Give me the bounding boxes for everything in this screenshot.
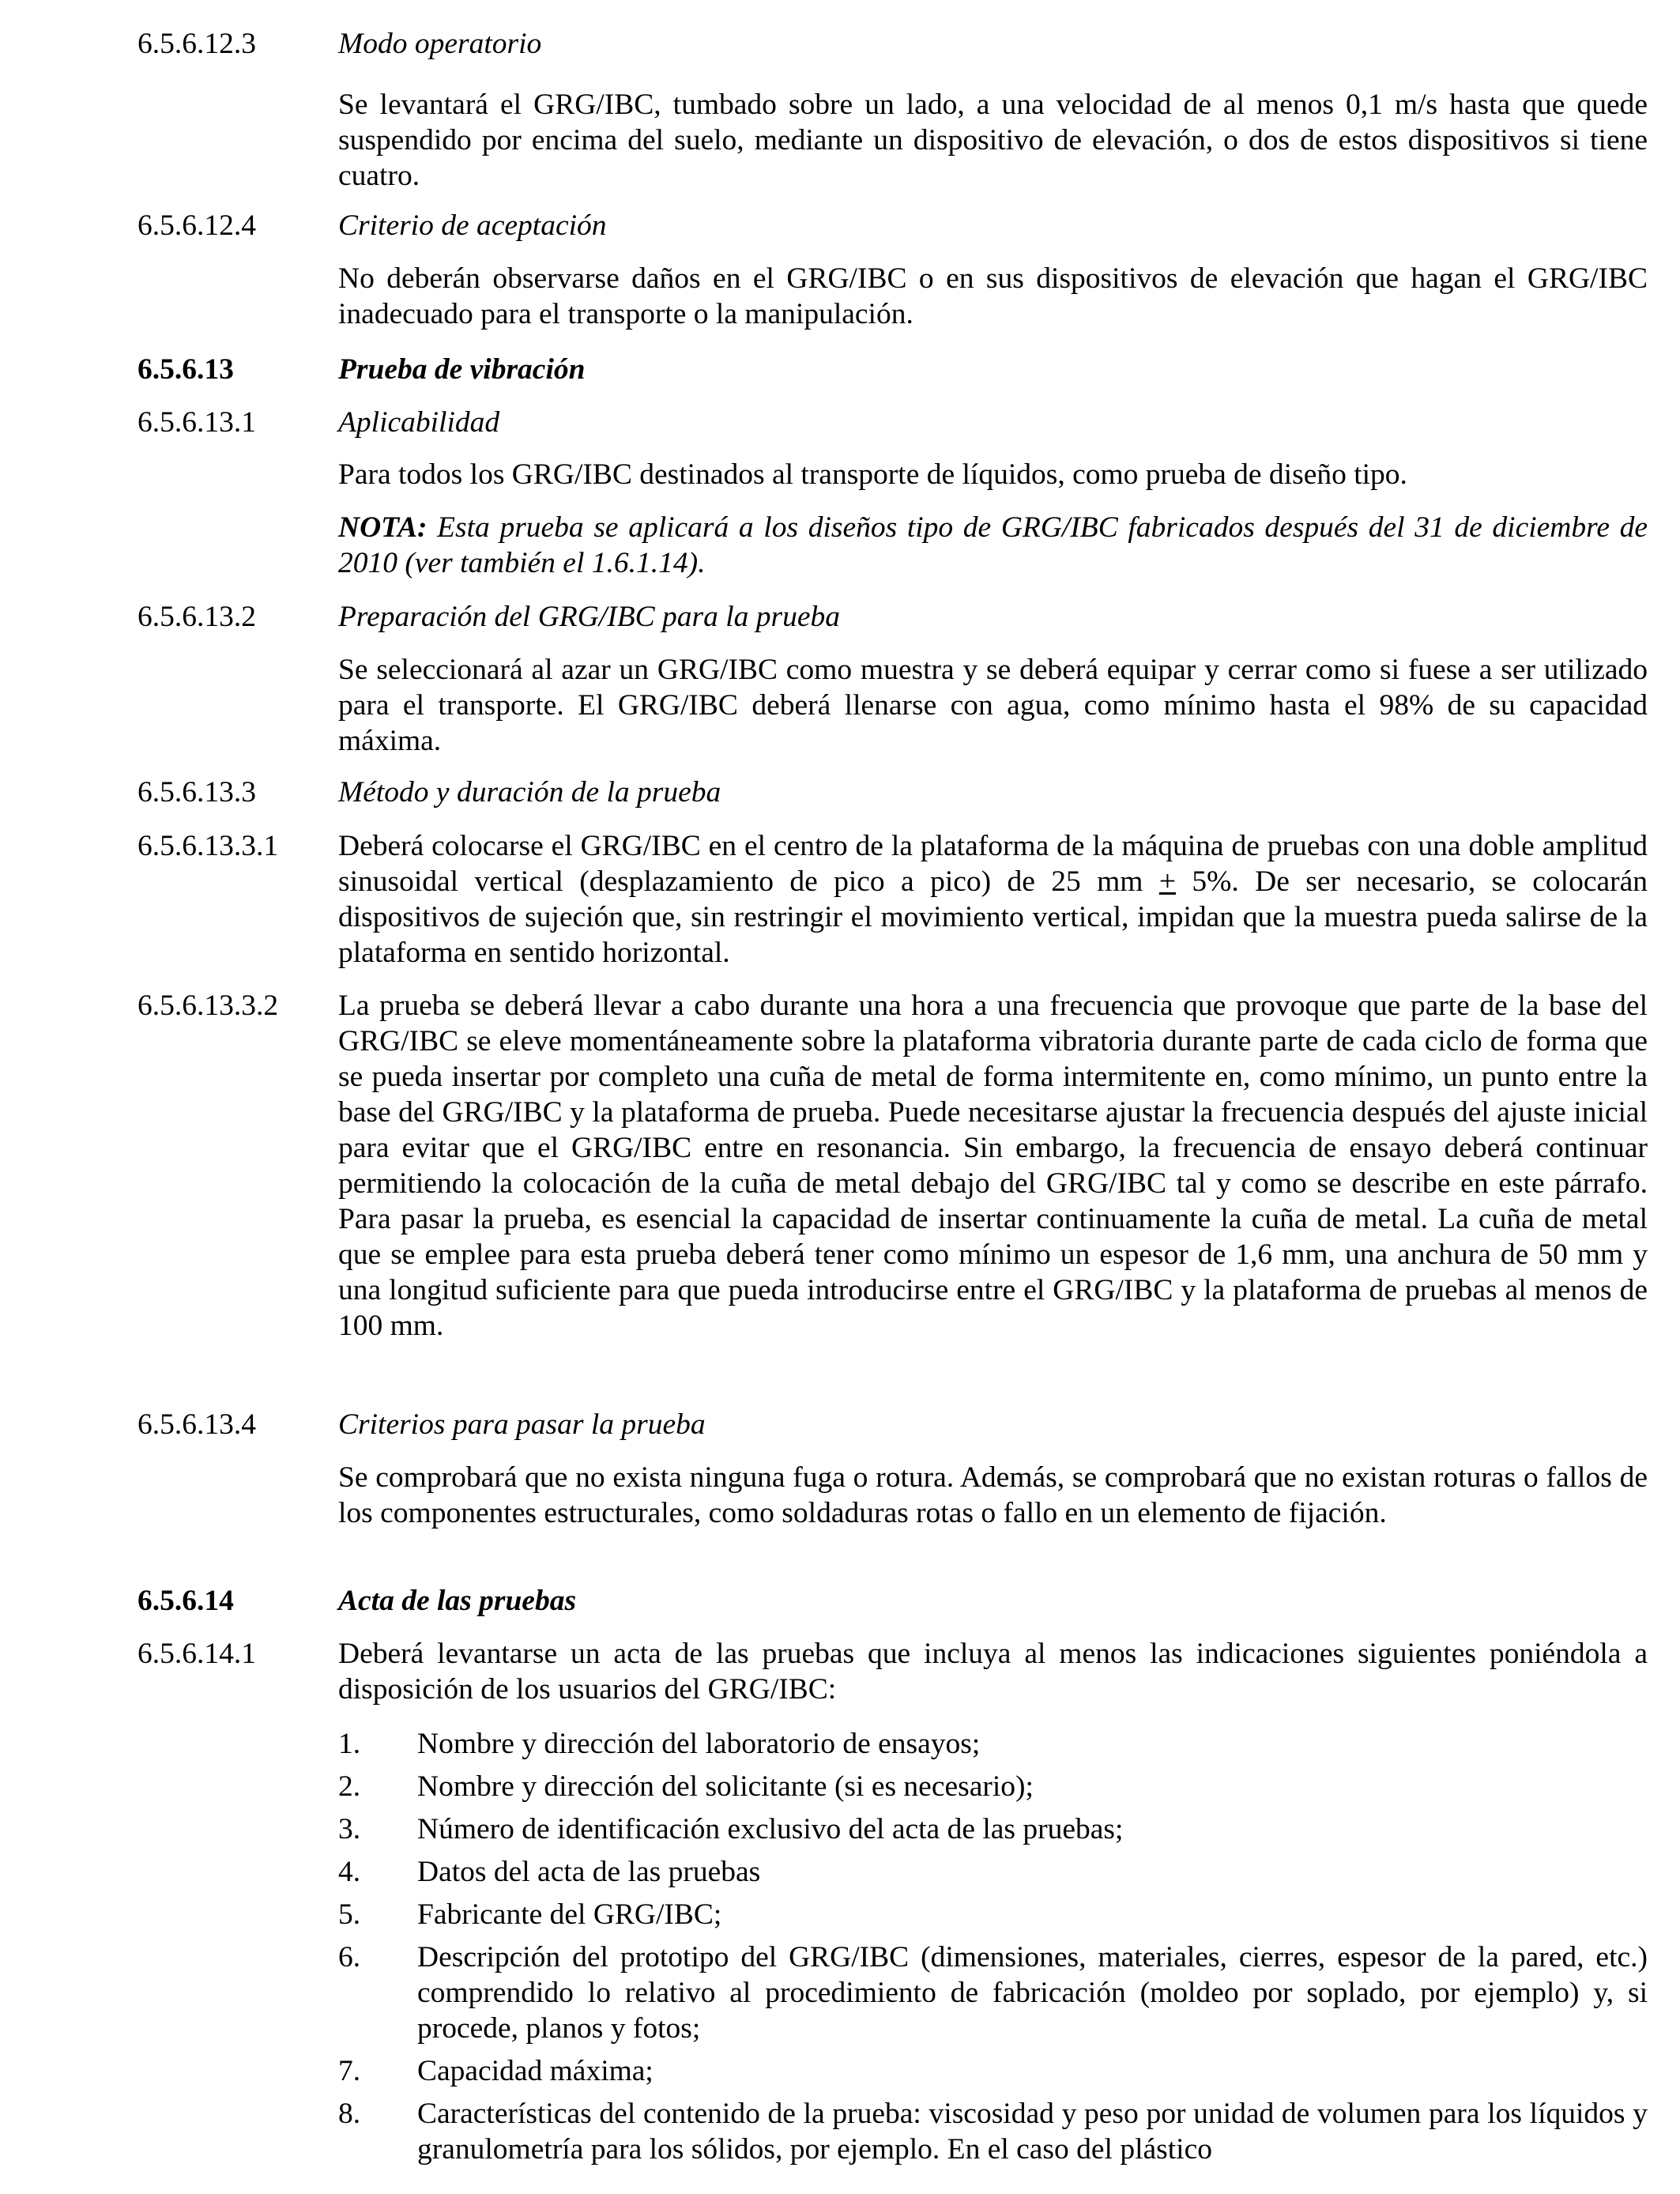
section-number: 6.5.6.14.1 bbox=[137, 1638, 256, 1670]
paragraph-text: Se seleccionará al azar un GRG/IBC como muestra y se deberá equipar y cerrar como si fuese a ser utilizado para el transporte. El GRG/IBC deberá llenarse con agua, como mínimo hasta el 98% de su capacidad máxima. bbox=[338, 654, 1648, 757]
section-number: 6.5.6.12.3 bbox=[137, 28, 256, 60]
section-number: 6.5.6.13.2 bbox=[137, 601, 256, 633]
list-item-text: Fabricante del GRG/IBC; bbox=[417, 1898, 722, 1931]
section-title: Criterios para pasar la prueba bbox=[338, 1408, 706, 1441]
list-item-number: 5. bbox=[338, 1898, 361, 1931]
list-item-number: 7. bbox=[338, 2055, 361, 2087]
list-item-text: Características del contenido de la prueba: viscosidad y peso por unidad de volumen para los líquidos y granulometría para los sólidos, por ejemplo. En el caso del plástico bbox=[417, 2098, 1648, 2166]
list-item-text: Nombre y dirección del solicitante (si es necesario); bbox=[417, 1770, 1034, 1803]
list-item-number: 8. bbox=[338, 2098, 361, 2130]
section-number: 6.5.6.13.3.2 bbox=[137, 990, 279, 1022]
list-item-text: Nombre y dirección del laboratorio de ensayos; bbox=[417, 1728, 981, 1760]
section-title: Aplicabilidad bbox=[338, 406, 500, 439]
paragraph-text-part: 5%. De ser necesario, se colocarán dispositivos de sujeción que, sin restringir el movimiento vertical, impidan que la muestra pueda salirse de la plataforma en sentido horizontal. bbox=[338, 865, 1648, 969]
section-number: 6.5.6.13.4 bbox=[137, 1408, 256, 1441]
section-number: 6.5.6.14 bbox=[137, 1585, 234, 1617]
list-item-number: 3. bbox=[338, 1813, 361, 1845]
paragraph-text: Se levantará el GRG/IBC, tumbado sobre un lado, a una velocidad de al menos 0,1 m/s hasta que quede suspendido por encima del suelo, mediante un dispositivo de elevación, o dos de estos dispositivos si tiene cuatro. bbox=[338, 89, 1648, 192]
list-item-text: Capacidad máxima; bbox=[417, 2055, 654, 2087]
list-item-number: 6. bbox=[338, 1941, 361, 1973]
paragraph-text bbox=[338, 828, 1648, 971]
section-title: Método y duración de la prueba bbox=[338, 776, 721, 809]
paragraph-text-part: Deberá colocarse el GRG/IBC en el centro de la plataforma de la máquina de pruebas con una doble amplitud sinusoidal vertical (desplazamiento de pico a pico) de 25 mm bbox=[338, 830, 1648, 898]
note-text-block bbox=[338, 510, 1648, 581]
list-item-number: 2. bbox=[338, 1770, 361, 1803]
list-item-text: Datos del acta de las pruebas bbox=[417, 1856, 761, 1888]
section-number: 6.5.6.12.4 bbox=[137, 209, 256, 242]
section-title: Acta de las pruebas bbox=[338, 1585, 577, 1617]
list-item-number: 4. bbox=[338, 1856, 361, 1888]
paragraph-text: Se comprobará que no exista ninguna fuga o rotura. Además, se comprobará que no existan roturas o fallos de los componentes estructurales, como soldaduras rotas o fallo en un elemento de fijación. bbox=[338, 1461, 1648, 1529]
section-title: Preparación del GRG/IBC para la prueba bbox=[338, 601, 840, 633]
section-number: 6.5.6.13.3.1 bbox=[137, 830, 279, 862]
list-item-number: 1. bbox=[338, 1728, 361, 1760]
note-label: NOTA: bbox=[338, 511, 428, 544]
note-body: Esta prueba se aplicará a los diseños tipo de GRG/IBC fabricados después del 31 de diciembre de 2010 (ver también el 1.6.1.14). bbox=[338, 511, 1648, 579]
section-title: Modo operatorio bbox=[338, 28, 542, 60]
list-item-text: Descripción del prototipo del GRG/IBC (dimensiones, materiales, cierres, espesor de la pared, etc.) comprendido lo relativo al procedimiento de fabricación (moldeo por soplado, por ejemplo) y, si procede, planos y fotos; bbox=[417, 1941, 1648, 2045]
paragraph-text: Deberá levantarse un acta de las pruebas que incluya al menos las indicaciones siguientes poniéndola a disposición de los usuarios del GRG/IBC: bbox=[338, 1638, 1648, 1706]
section-title: Prueba de vibración bbox=[338, 353, 586, 386]
section-title: Criterio de aceptación bbox=[338, 209, 607, 242]
section-number: 6.5.6.13 bbox=[137, 353, 234, 386]
section-number: 6.5.6.13.1 bbox=[137, 406, 256, 439]
paragraph-text: Para todos los GRG/IBC destinados al transporte de líquidos, como prueba de diseño tipo. bbox=[338, 458, 1407, 491]
list-item-text: Número de identificación exclusivo del acta de las pruebas; bbox=[417, 1813, 1124, 1845]
paragraph-text: La prueba se deberá llevar a cabo durante una hora a una frecuencia que provoque que parte de la base del GRG/IBC se eleve momentáneamente sobre la plataforma vibratoria durante parte de cada ciclo de forma que se pueda insertar por completo una cuña de metal de forma intermitente en, como mínimo, un punto entre la base del GRG/IBC y la plataforma de prueba. Puede necesitarse ajustar la frecuencia después del ajuste inicial para evitar que el GRG/IBC entre en resonancia. Sin embargo, la frecuencia de ensayo deberá continuar permitiendo la colocación de la cuña de metal debajo del GRG/IBC tal y como se describe en este párrafo. Para pasar la prueba, es esencial la capacidad de insertar continuamente la cuña de metal. La cuña de metal que se emplee para esta prueba deberá tener como mínimo un espesor de 1,6 mm, una anchura de 50 mm y una longitud suficiente para que pueda introducirse entre el GRG/IBC y la plataforma de pruebas al menos de 100 mm. bbox=[338, 990, 1648, 1342]
plus-minus-sign: + bbox=[1158, 865, 1177, 898]
paragraph-text: No deberán observarse daños en el GRG/IBC o en sus dispositivos de elevación que hagan el GRG/IBC inadecuado para el transporte o la manipulación. bbox=[338, 262, 1648, 330]
section-number: 6.5.6.13.3 bbox=[137, 776, 256, 809]
